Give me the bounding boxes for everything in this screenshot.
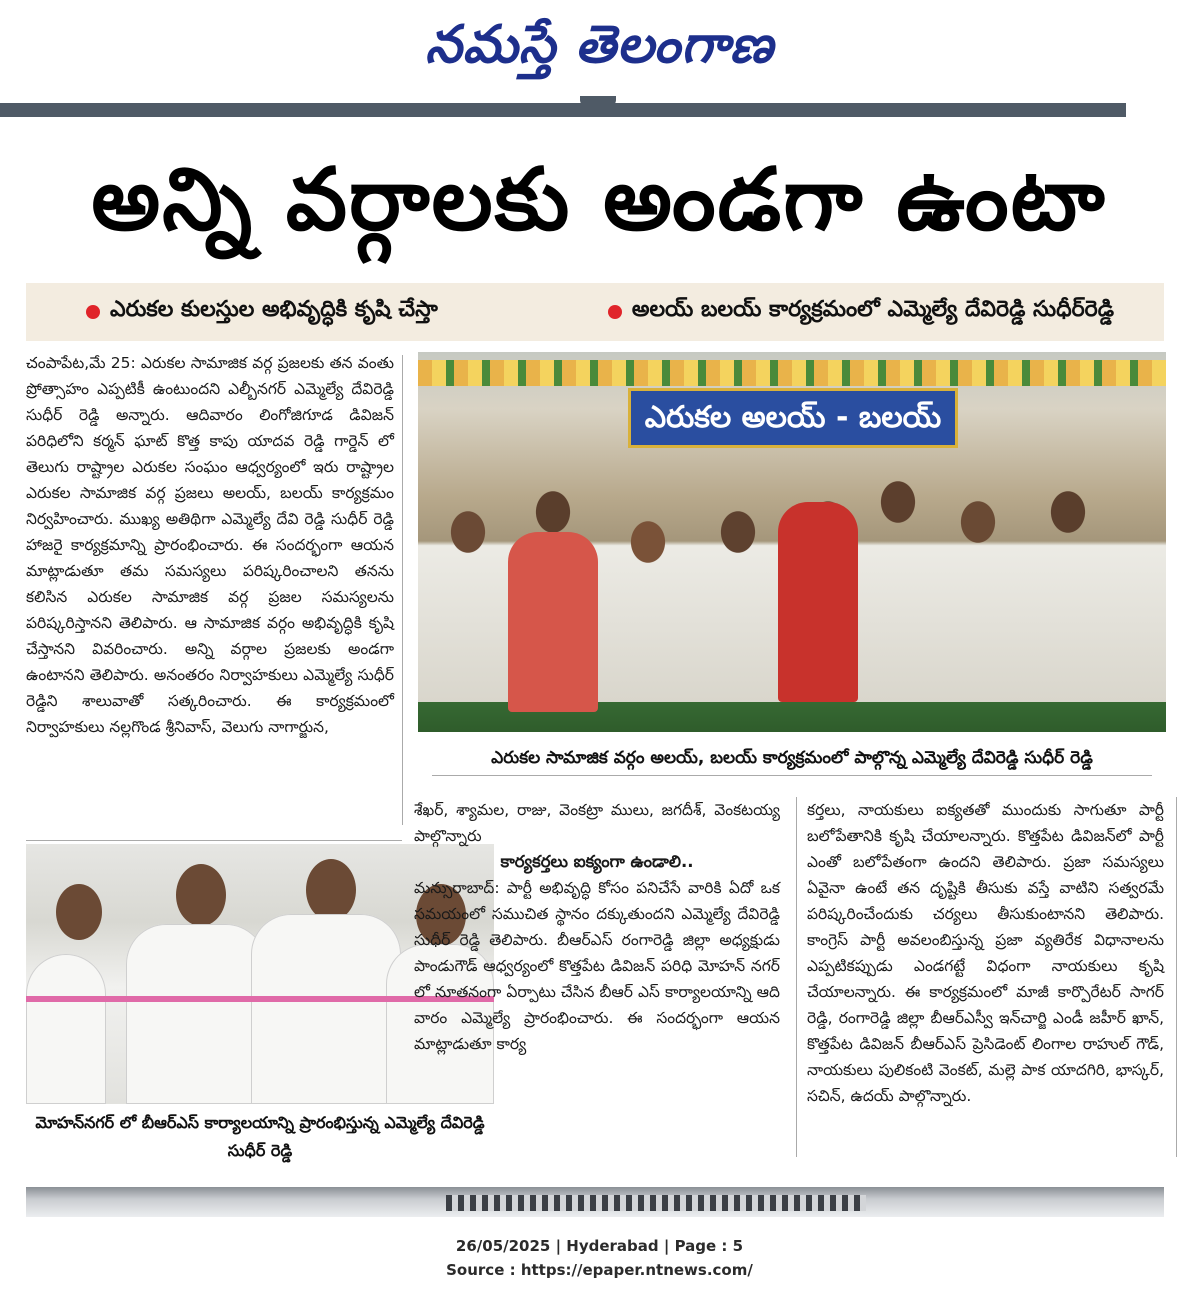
masthead-rule	[0, 103, 1126, 117]
column-divider	[1176, 797, 1177, 1157]
subhead-right	[608, 297, 1114, 327]
person-head	[56, 884, 102, 940]
person-figure	[251, 914, 401, 1104]
article-column-1: చంపాపేట,మే 25: ఎరుకల సామాజిక వర్గ ప్రజలకు తన వంతు ప్రోత్సాహం ఎప్పటికీ ఉంటుందని ఎల్బీనగర్ ఎమ్మెల్యే దేవిరెడ్డి సుధీర్ రెడ్డి అన్నారు. ఆదివారం లింగోజిగూడ డివిజన్ పరిధిలోని కర్మన్ ఘాట్ కొత్త కాపు యాదవ రెడ్డి గార్డెన్ లో తెలుగు రాష్ట్రాల ఎరుకల సంఘం ఆధ్వర్యంలో ఇరు రాష్ట్రాల ఎరుకల సామాజిక వర్గ ప్రజలు అలయ్, బలయ్ కార్యక్రమం నిర్వహించారు. ముఖ్య అతిథిగా ఎమ్మెల్యే దేవి రెడ్డి సుధీర్ రెడ్డి హాజరై కార్యక్రమాన్ని ప్రారంభించారు. ఈ సందర్భంగా ఆయన మాట్లాడుతూ తమ సమస్యలు పరిష్కరించాలని తనను కలిసిన ఎరుకల సామాజిక వర్గ ప్రజల సమస్యలను పరిష్కరిస్తానని తెలిపారు. ఆ సామాజిక వర్గం అభివృద్ధికి కృషి చేస్తానని వివరించారు. అన్ని వర్గాల ప్రజలకు అండగా ఉంటానని తెలిపారు. అనంతరం నిర్వాహకులు ఎమ్మెల్యే సుధీర్ రెడ్డిని శాలువాతో సత్కరించారు. ఈ కార్యక్రమంలో నిర్వాహకులు నల్లగొండ శ్రీనివాస్, వెలుగు నాగార్జున,	[26, 354, 394, 736]
person-figure	[778, 502, 858, 702]
red-bullet-icon	[608, 305, 622, 319]
event-banner: ఎరుకల అలయ్ - బలయ్	[628, 388, 958, 448]
subhead-right-text: అలయ్ బలయ్ కార్యక్రమంలో ఎమ్మెల్యే దేవిరెడ్డి సుధీర్‌రెడ్డి	[631, 297, 1114, 322]
article-column-2	[414, 797, 780, 1057]
person-figure	[26, 954, 106, 1104]
column-2-lead: శేఖర్, శ్యామల, రాజు, వెంకట్రా ములు, జగదీశ్, వెంకటయ్య పాల్గొన్నారు	[414, 801, 780, 845]
red-bullet-icon	[86, 305, 100, 319]
subhead-left	[86, 297, 438, 327]
footer-date-line: 26/05/2025 | Hyderabad | Page : 5	[455, 1237, 744, 1255]
article-column-3: కర్తలు, నాయకులు ఐక్యతతో ముందుకు సాగుతూ పార్టీ బలోపేతానికి కృషి చేయాలన్నారు. కొత్తపేట డివిజన్‌లో పార్టీ ఎంతో బలోపేతంగా ఉందని తెలిపారు. ప్రజా సమస్యలు ఏవైనా ఉంటే తన దృష్టికి తీసుకు వస్తే వాటిని సత్వరమే పరిష్కరించేందుకు చర్యలు తీసుకుంటానని తెలిపారు. కాంగ్రెస్ పార్టీ అవలంబిస్తున్న ప్రజా వ్యతిరేక విధానాలను ఎప్పటికప్పుడు ఎండగట్టే విధంగా నాయకులు కృషి చేయాలన్నారు. ఈ కార్యక్రమంలో మాజీ కార్పొరేటర్ సాగర్ రెడ్డి, రంగారెడ్డి జిల్లా బీఆర్ఎస్వీ ఇన్‌చార్జి ఎండీ జహీర్ ఖాన్, కొత్తపేట డివిజన్ బీఆర్ఎస్ ప్రెసిడెంట్ లింగాల రాహుల్ గౌడ్, నాయకులు పులికంటి వెంకట్, మల్లె పాక యాదగిరి, భాస్కర్, సచిన్, ఉదయ్ పాల్గొన్నారు.	[796, 797, 1164, 1157]
person-figure	[126, 924, 266, 1104]
footer-source-line: Source : https://epaper.ntnews.com/	[446, 1261, 753, 1279]
subhead-left-text: ఎరుకల కులస్తుల అభివృద్ధికి కృషి చేస్తా	[110, 297, 438, 322]
office-photo-caption: మోహన్‌నగర్ లో బీఆర్ఎస్ కార్యాలయాన్ని ప్రారంభిస్తున్న ఎమ్మెల్యే దేవిరెడ్డి సుధీర్ రెడ్డి	[35, 1113, 485, 1160]
column-divider	[402, 355, 403, 825]
subhead-bar	[26, 283, 1164, 341]
headline: అన్ని వర్గాలకు అండగా ఉంటా	[91, 150, 1107, 250]
page-footer	[0, 1234, 1199, 1282]
column-2-subheading: కార్యకర్తలు ఐక్యంగా ఉండాలి..	[500, 852, 694, 871]
next-article-photo-strip	[26, 1187, 1164, 1217]
masthead-title: నమస్తే తెలంగాణ	[425, 14, 774, 75]
column-divider	[26, 840, 402, 841]
person-head	[306, 859, 356, 921]
person-head	[176, 864, 226, 926]
photo-detail	[446, 1195, 866, 1211]
person-figure	[508, 532, 598, 712]
garland-decoration	[418, 360, 1166, 386]
masthead	[0, 0, 1199, 100]
event-photo	[418, 352, 1166, 732]
column-2-body: మన్సురాబాద్: పార్టీ అభివృద్ధి కోసం పనిచేసే వారికి ఏదో ఒక సమయంలో సముచిత స్థానం దక్కుతుందని ఎమ్మెల్యే దేవిరెడ్డి సుధీర్ రెడ్డి తెలిపారు. బీఆర్ఎస్ రంగారెడ్డి జిల్లా అధ్యక్షుడు పాండుగౌడ్ ఆధ్వర్యంలో కొత్తపేట డివిజన్ పరిధి మోహన్ నగర్ లో నూతనంగా ఏర్పాటు చేసిన బీఆర్ ఎస్ కార్యాలయాన్ని ఆది వారం ఎమ్మెల్యే ప్రారంభించారు. ఈ సందర్భంగా ఆయన మాట్లాడుతూ కార్య	[414, 879, 780, 1053]
event-photo-caption: ఎరుకల సామాజిక వర్గం అలయ్, బలయ్ కార్యక్రమంలో పాల్గొన్న ఎమ్మెల్యే దేవిరెడ్డి సుధీర్ రెడ్డి	[432, 740, 1152, 776]
